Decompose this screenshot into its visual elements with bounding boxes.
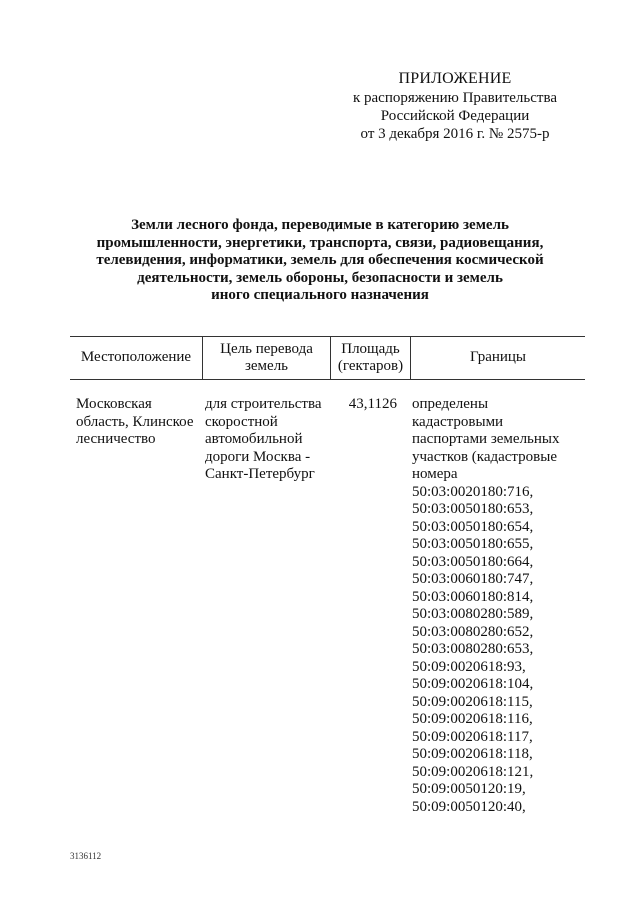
document-title: [70, 217, 570, 305]
cadastral-number: 50:09:0020618:117,: [412, 728, 533, 745]
cadastral-number: 50:03:0050180:654,: [412, 518, 534, 535]
cadastral-number: 50:03:0050180:655,: [412, 536, 534, 552]
cadastral-number: 50:09:0050120:40,: [412, 798, 526, 815]
document-number: 3136112: [70, 851, 102, 861]
header-purpose-line: Цель перевода: [220, 340, 313, 357]
title-line: Земли лесного фонда, переводимые в категорию земель: [131, 217, 509, 233]
purpose-line: для строительства: [205, 396, 322, 412]
appendix-line: от 3 декабря 2016 г. № 2575-р: [360, 126, 550, 142]
boundary-line: номера: [412, 466, 458, 482]
cadastral-number: 50:03:0060180:814,: [412, 588, 534, 605]
location-line: область, Клинское: [76, 413, 194, 430]
header-purpose-line: земель: [244, 357, 289, 374]
boundary-line: участков (кадастровые: [412, 448, 557, 465]
appendix-heading: ПРИЛОЖЕНИЕ: [398, 70, 512, 87]
header-area-line: (гектаров): [337, 357, 404, 374]
area-value: 43,1126: [348, 396, 397, 412]
purpose-line: автомобильной: [205, 431, 303, 447]
cadastral-number: 50:03:0020180:716,: [412, 483, 534, 500]
cadastral-number: 50:09:0020618:93,: [412, 658, 526, 675]
header-location: [70, 336, 202, 379]
cadastral-number: 50:03:0060180:747,: [412, 571, 534, 587]
cadastral-number: 50:09:0020618:121,: [412, 763, 534, 780]
cell-purpose: [205, 396, 330, 484]
header-purpose: [202, 336, 330, 379]
table-header-bottom-rule: [70, 379, 585, 380]
appendix-line: к распоряжению Правительства: [352, 90, 557, 106]
header-area-line: Площадь: [341, 340, 400, 357]
header-area: [330, 336, 410, 379]
cadastral-number: 50:03:0050180:664,: [412, 553, 534, 570]
location-line: Московская: [76, 396, 152, 412]
header-boundaries-label: Границы: [469, 349, 527, 365]
cell-location: [76, 396, 201, 449]
cadastral-number: 50:09:0020618:116,: [412, 711, 533, 727]
cadastral-number: 50:03:0080280:653,: [412, 641, 534, 657]
boundary-line: паспортами земельных: [412, 431, 560, 447]
title-line: телевидения, информатики, земель для обеспечения космической: [96, 252, 544, 268]
title-line: промышленности, энергетики, транспорта, связи, радиовещания,: [96, 234, 544, 251]
cadastral-number: 50:09:0020618:115,: [412, 693, 533, 710]
cadastral-number: 50:03:0050180:653,: [412, 501, 534, 517]
cell-boundaries: [412, 396, 587, 816]
title-line: иного специального назначения: [211, 287, 429, 303]
title-line: деятельности, земель обороны, безопасности и земель: [137, 269, 503, 286]
boundary-line: определены: [412, 396, 489, 412]
cadastral-number: 50:03:0080280:652,: [412, 623, 534, 640]
cadastral-number: 50:09:0020618:104,: [412, 676, 534, 692]
cadastral-number: 50:09:0020618:118,: [412, 746, 533, 762]
appendix-line: Российской Федерации: [380, 108, 530, 124]
appendix-block: [330, 70, 580, 143]
boundary-line: кадастровыми: [412, 413, 504, 430]
cadastral-number: 50:03:0080280:589,: [412, 606, 534, 622]
location-line: лесничество: [76, 431, 156, 447]
header-boundaries: [410, 336, 585, 379]
cell-area: [332, 396, 397, 414]
cadastral-number: 50:09:0050120:19,: [412, 781, 526, 797]
purpose-line: скоростной: [205, 413, 278, 430]
purpose-line: Санкт-Петербург: [205, 466, 315, 482]
purpose-line: дороги Москва -: [205, 448, 311, 465]
header-location-label: Местоположение: [80, 349, 192, 365]
